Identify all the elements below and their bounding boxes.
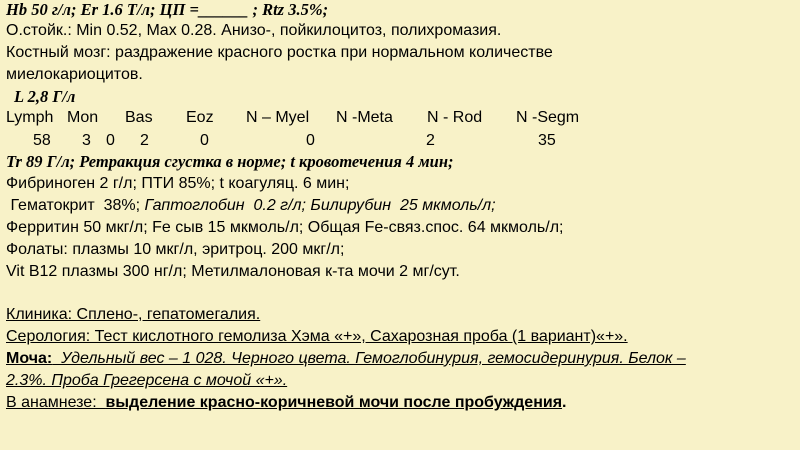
b12-line: Vit B12 плазмы 300 нг/л; Метилмалоновая к-та мочи 2 мг/сут. [6, 263, 460, 280]
header-n-segm: N -Segm [516, 109, 580, 126]
leukocyte-title: L 2,8 Г/л [14, 87, 76, 106]
bone-marrow-line-1: Костный мозг: раздражение красного ростка при нормальном количестве [6, 44, 553, 61]
hematocrit-text: Гематокрит 38%; [6, 197, 145, 214]
value-bas: 0 [106, 132, 115, 149]
anamnesis-label: В анамнезе: [6, 394, 106, 411]
header-n-rod: N - Rod [427, 109, 483, 126]
value-lymph: 58 [33, 132, 51, 149]
folates-line: Фолаты: плазмы 10 мкг/л, эритроц. 200 мкг/л; [6, 241, 345, 258]
serology-line: Серология: Тест кислотного гемолиза Хэма «+», Сахарозная проба (1 вариант)«+». [6, 328, 628, 345]
value-n-rod: 2 [426, 132, 435, 149]
urine-text-1: Удельный вес – 1 028. Черного цвета. Гемоглобинурия, гемосидеринурия. Белок – [52, 350, 686, 367]
anamnesis-line [6, 393, 567, 413]
anamnesis-dot: . [562, 394, 567, 411]
header-bas: Bas [125, 109, 153, 126]
header-eoz: Eoz [186, 109, 214, 126]
value-n-meta: 0 [306, 132, 315, 149]
bone-marrow-line-2: миелокариоцитов. [6, 66, 143, 83]
value-mon: 3 [82, 132, 91, 149]
value-eoz: 2 [140, 132, 149, 149]
haptoglobin-text: Гаптоглобин 0.2 г/л; Билирубин 25 мкмоль/л; [144, 197, 496, 214]
hematocrit-line [6, 196, 496, 216]
ferritin-line: Ферритин 50 мкг/л; Fe сыв 15 мкмоль/л; Общая Fe-связ.спос. 64 мкмоль/л; [6, 219, 564, 236]
hb-line: Hb 50 г/л; Er 1.6 Т/л; ЦП =______ ; Rtz 3.5%; [6, 0, 329, 19]
urine-line-2: 2.3%. Проба Грегерсена с мочой «+». [6, 372, 288, 389]
urine-line-1 [6, 349, 686, 369]
value-n-segm: 35 [538, 132, 556, 149]
platelet-line: Tr 89 Г/л; Ретракция сгустка в норме; t кровотечения 4 мин; [6, 152, 454, 171]
value-n-myel: 0 [200, 132, 209, 149]
clinic-line: Клиника: Сплено-, гепатомегалия. [6, 306, 261, 323]
anamnesis-text: выделение красно-коричневой мочи после пробуждения [105, 394, 563, 411]
fibrinogen-line: Фибриноген 2 г/л; ПТИ 85%; t коагуляц. 6 мин; [6, 175, 350, 192]
urine-label: Моча: [6, 350, 53, 367]
osmotic-resistance-line: О.стойк.: Min 0.52, Max 0.28. Анизо-, пойкилоцитоз, полихромазия. [6, 22, 502, 39]
header-mon: Mon [67, 109, 99, 126]
header-lymph: Lymph [6, 109, 54, 126]
header-n-myel: N – Myel [246, 109, 310, 126]
header-n-meta: N -Meta [336, 109, 393, 126]
